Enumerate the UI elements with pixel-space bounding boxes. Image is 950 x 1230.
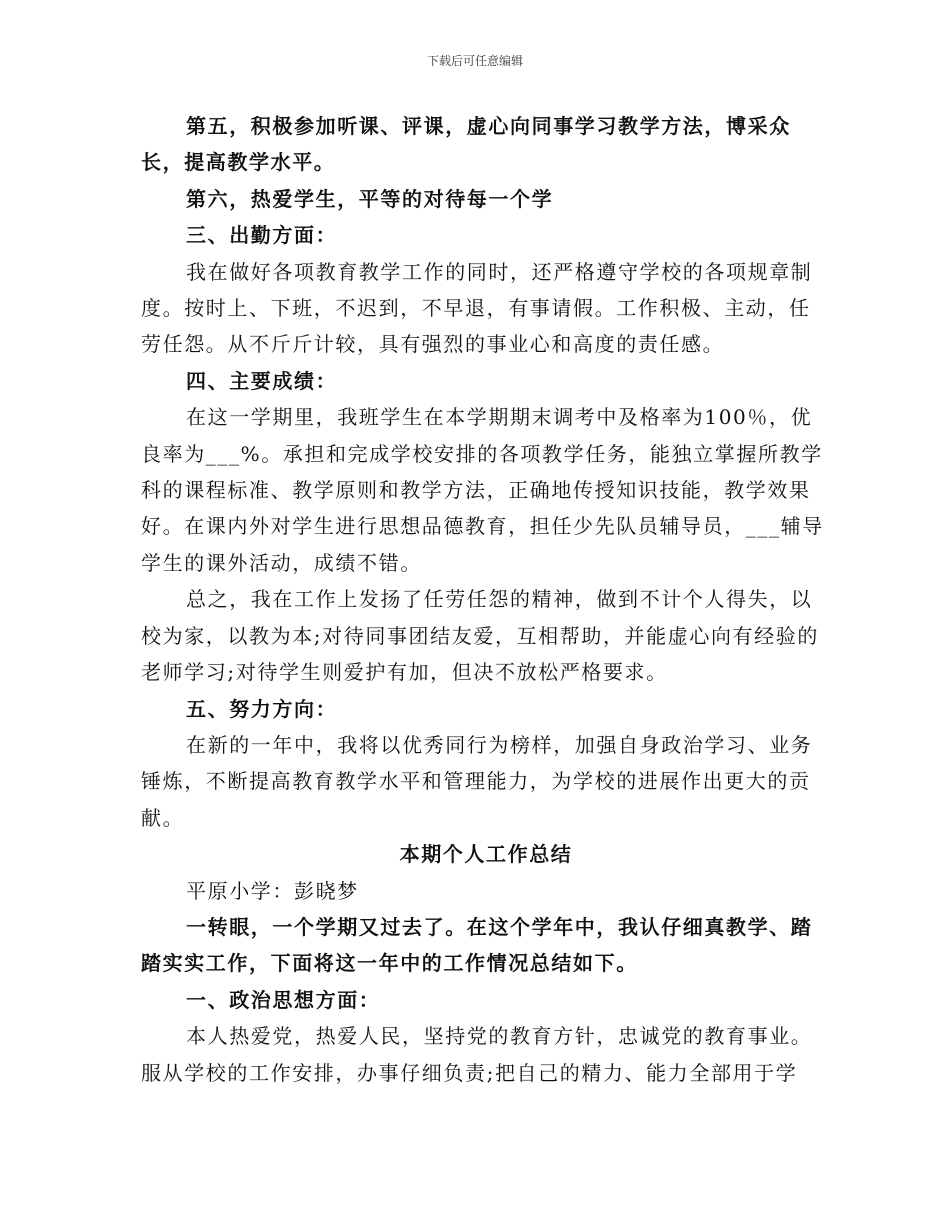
document-title: 本期个人工作总结 [399,842,573,867]
paragraph-direction: 在新的一年中，我将以优秀同行为榜样，加强自身政治学习、业务锤炼，不断提高教育教学水平和管理能力，为学校的进展作出更大的贡献。 [141,732,813,830]
paragraph-summary: 总之，我在工作上发扬了任劳任怨的精神，做到不计个人得失，以校为家，以教为本;对待同事团结友爱，互相帮助，并能虚心向有经验的老师学习;对待学生则爱护有加，但决不放松严格要求。 [141,587,819,685]
paragraph-political: 本人热爱党，热爱人民，坚持党的教育方针，忠诚党的教育事业。服从学校的工作安排，办事仔细负责;把自己的精力、能力全部用于学 [141,1024,813,1085]
page-header: 下载后可任意编辑 [426,54,523,68]
paragraph-point-five: 第五，积极参加听课、评课，虚心向同事学习教学方法，博采众长，提高教学水平。 [141,114,791,175]
paragraph-achievements: 在这一学期里，我班学生在本学期期末调考中及格率为100％，优良率为___%。承担和完成学校安排的各项教学任务，能独立掌握所教学科的课程标准、教学原则和教学方法，正确地传授知识技能，教学效果好。在课内外对学生进行思想品德教育，担任少先队员辅导员，___辅导学生的课外活动，成绩不错。 [141,405,824,575]
author-line: 平原小学：彭晓梦 [186,878,359,903]
paragraph-attendance: 我在做好各项教育教学工作的同时，还严格遵守学校的各项规章制度。按时上、下班，不迟到，不早退，有事请假。工作积极、主动，任劳任怨。从不斤斤计较，具有强烈的事业心和高度的责任感。 [141,259,813,357]
paragraph-point-six: 第六，热爱学生，平等的对待每一个学 [186,186,554,211]
section-heading-direction: 五、努力方向： [186,696,338,721]
document-body [141,108,831,1091]
section-heading-attendance: 三、出勤方面： [186,223,338,248]
section-heading-achievements: 四、主要成绩： [186,368,338,393]
paragraph-intro: 一转眼，一个学期又过去了。在这个学年中，我认仔细真教学、踏踏实实工作，下面将这一年中的工作情况总结如下。 [141,914,813,976]
section-heading-political: 一、政治思想方面： [186,987,381,1012]
